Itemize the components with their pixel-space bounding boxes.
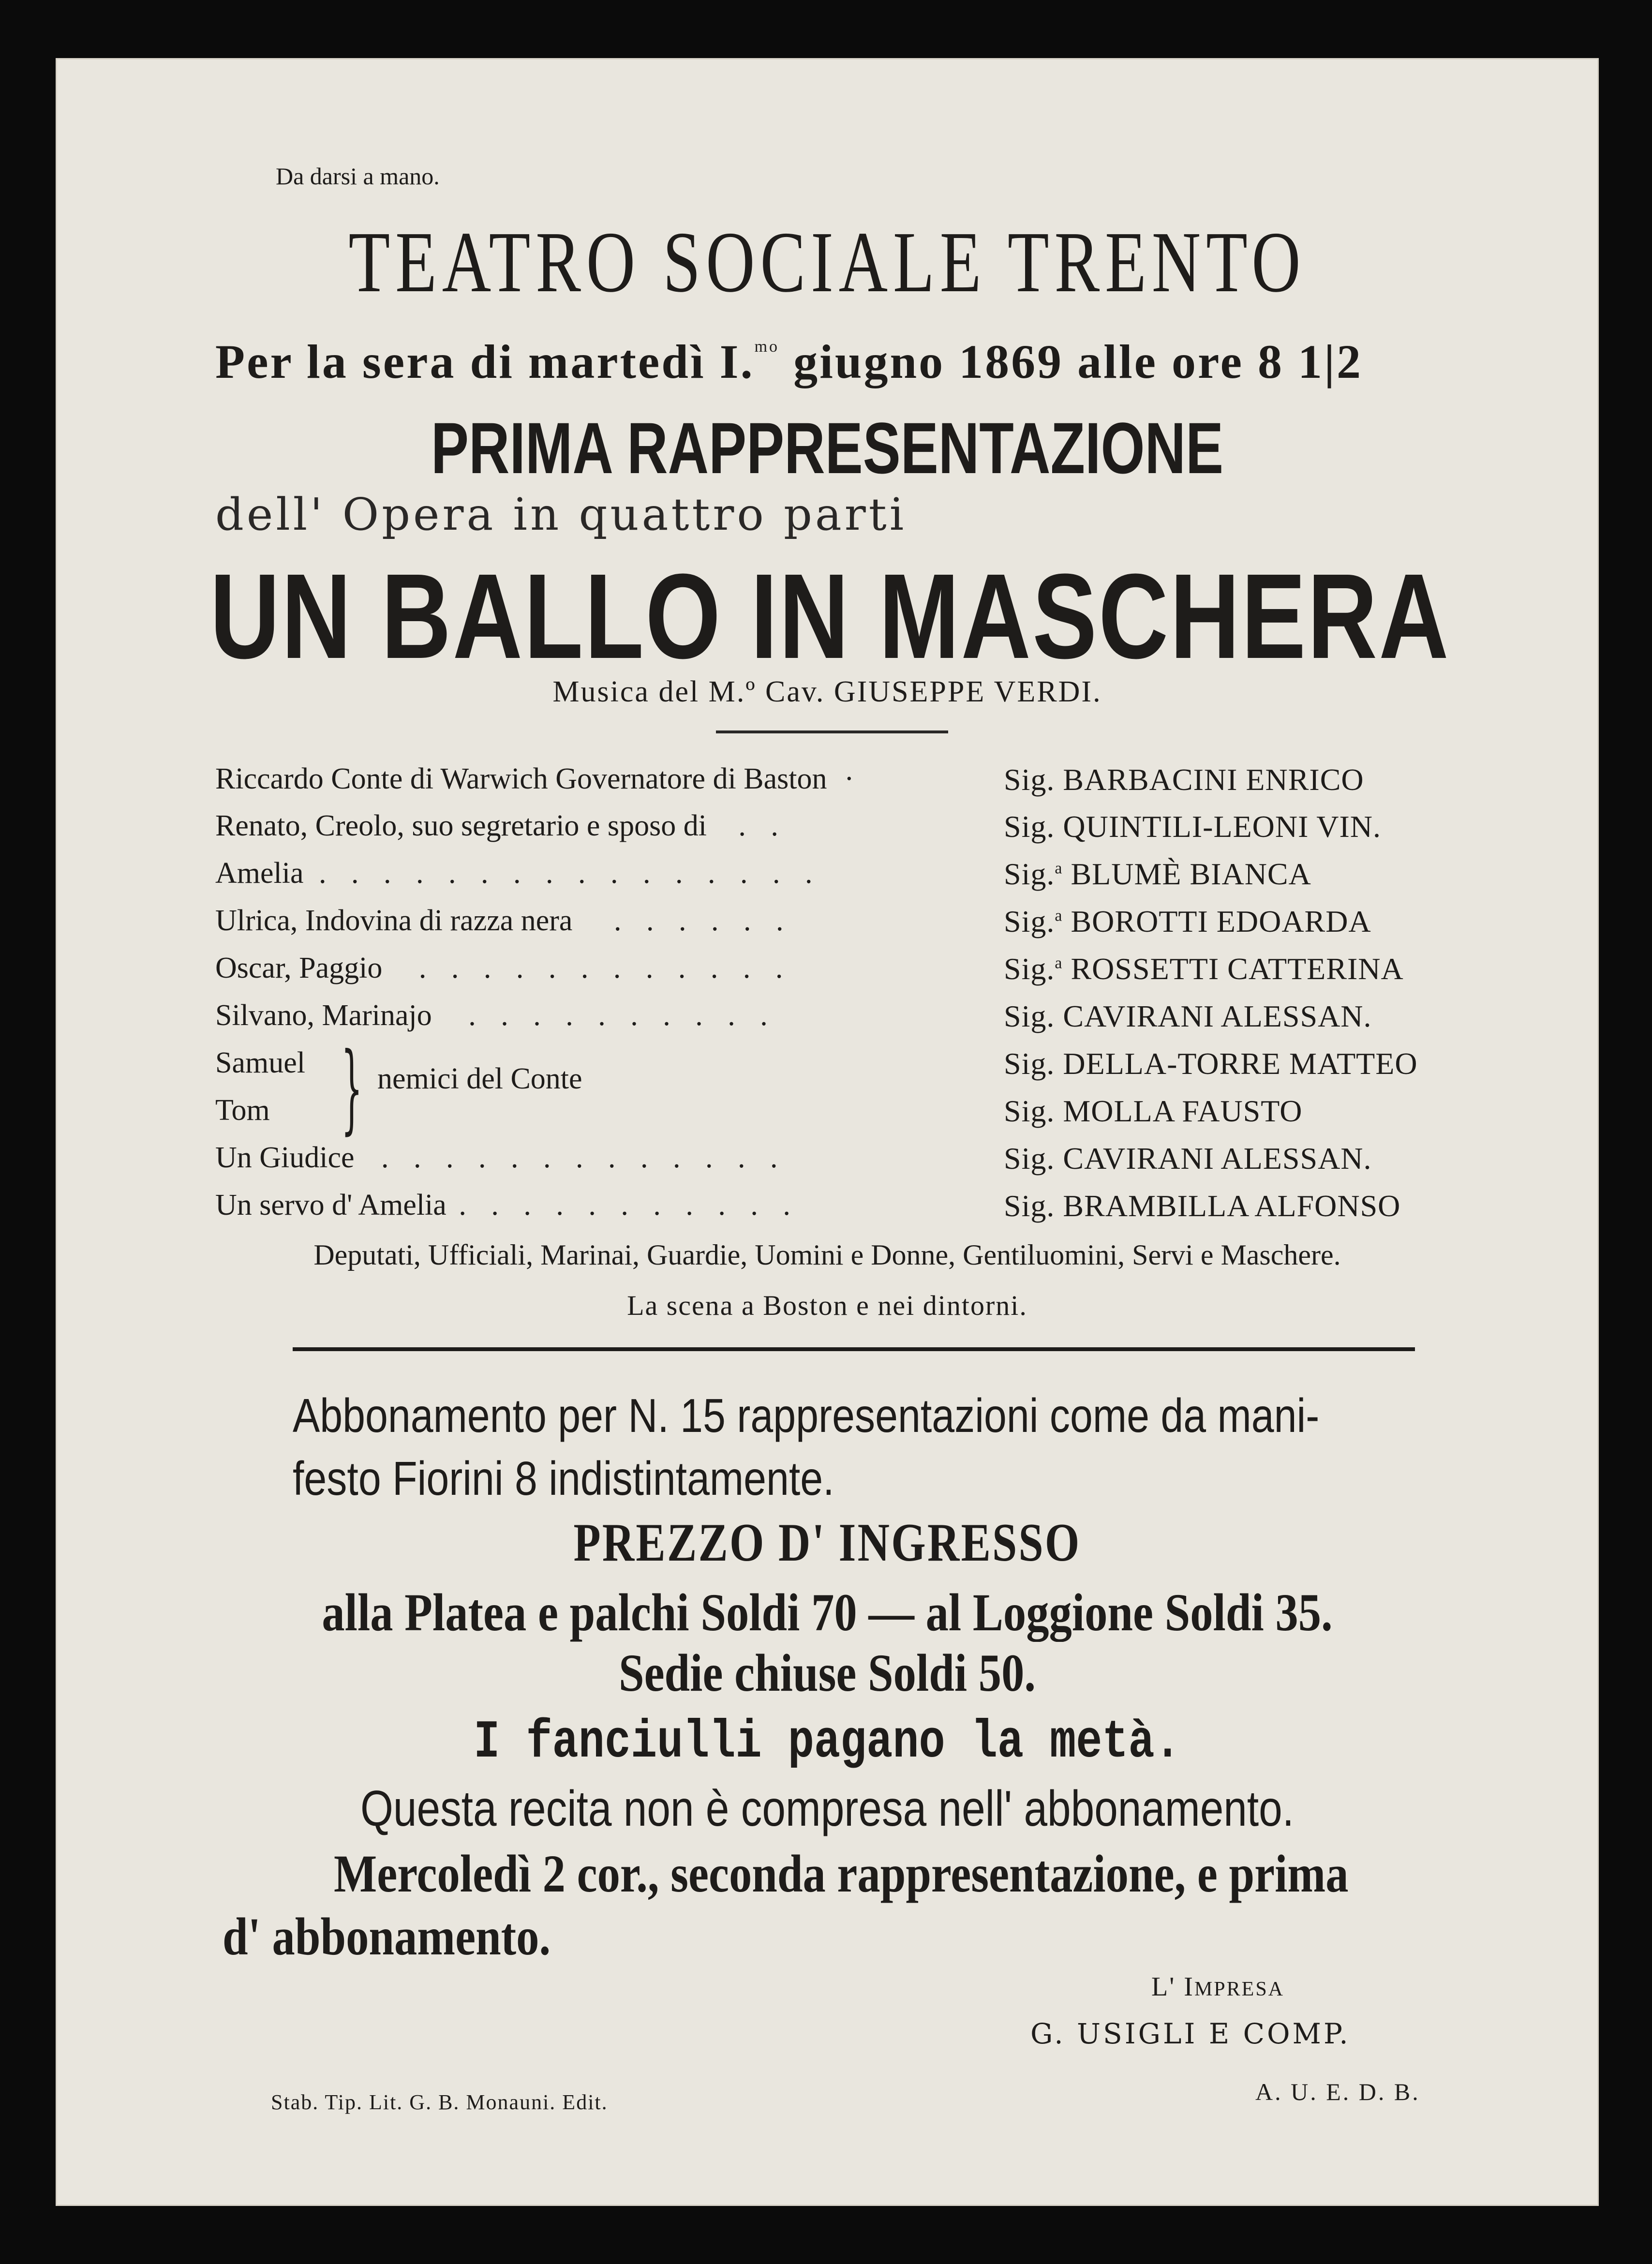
cast-role: Tom xyxy=(215,1094,270,1127)
subscription-note: Questa recita non è compresa nell' abbonamento. xyxy=(360,1781,1295,1837)
divider-short xyxy=(716,730,948,733)
role-name: Oscar, Paggio xyxy=(215,952,383,984)
cast-role xyxy=(215,762,863,796)
cast-role xyxy=(215,951,791,985)
opera-title: UN BALLO IN MASCHERA xyxy=(210,549,1450,684)
leader-dots: · xyxy=(844,762,863,795)
impresa-label xyxy=(1151,1971,1284,2002)
next-performance-line-1: Mercoledì 2 cor., seconda rappresentazione, e prima xyxy=(334,1844,1349,1903)
singer-title-sup: a xyxy=(1055,907,1063,925)
singer-title: Sig. xyxy=(1004,904,1055,938)
cast-role: Samuel xyxy=(215,1046,305,1079)
cast-role xyxy=(215,856,821,891)
role-name: Ulrica, Indovina di razza nera xyxy=(215,904,573,937)
cast-singer: Sig. CAVIRANI ALESSAN. xyxy=(1004,1141,1372,1176)
cast-singer xyxy=(1004,904,1371,939)
next-performance-line-2: d' abbonamento. xyxy=(223,1907,551,1966)
cast-singer xyxy=(1004,856,1311,892)
role-name: Amelia xyxy=(215,857,304,890)
cast-role xyxy=(215,998,776,1033)
initials: A. U. E. D. B. xyxy=(1255,2078,1420,2105)
cast-singer: Sig. CAVIRANI ALESSAN. xyxy=(1004,999,1372,1033)
performance-heading: PRIMA RAPPRESENTAZIONE xyxy=(431,407,1224,489)
role-name: Renato, Creolo, suo segretario e sposo di xyxy=(215,809,707,842)
singer-title: Sig. xyxy=(1004,857,1055,891)
singer-name: BLUMÈ BIANCA xyxy=(1071,857,1311,891)
theatre-name: TEATRO SOCIALE TRENTO xyxy=(348,214,1306,310)
date-line-pre: Per la sera di martedì I. xyxy=(215,335,755,388)
cast-group-label: nemici del Conte xyxy=(377,1062,582,1095)
cast-role xyxy=(215,809,787,843)
subscription-line-1: Abbonamento per N. 15 rappresentazioni come da mani- xyxy=(293,1389,1320,1442)
role-name: Un Giudice xyxy=(215,1141,355,1174)
leader-dots: . . . . . . . . . . xyxy=(468,999,776,1032)
singer-title-sup: a xyxy=(1055,954,1063,972)
subscription-line-2: festo Fiorini 8 indistintamente. xyxy=(293,1452,834,1505)
singer-title-sup: a xyxy=(1055,859,1063,878)
company-name: G. USIGLI E COMP. xyxy=(1030,2017,1351,2050)
cast-singer: Sig. BARBACINI ENRICO xyxy=(1004,762,1364,797)
role-name: Un servo d' Amelia xyxy=(215,1189,446,1221)
leader-dots: . . . . . . . . . . . . . xyxy=(381,1141,787,1174)
date-line-post: giugno 1869 alle ore 8 1|2 xyxy=(793,335,1363,388)
children-note: I fanciulli pagano la metà. xyxy=(474,1713,1181,1773)
setting-line: La scena a Boston e nei dintorni. xyxy=(627,1290,1027,1321)
impresa-initial: L' I xyxy=(1151,1972,1194,2002)
cast-singer: Sig. QUINTILI-LEONI VIN. xyxy=(1004,809,1381,844)
prices-line-1: alla Platea e palchi Soldi 70 — al Loggione Soldi 35. xyxy=(322,1583,1333,1642)
role-name: Silvano, Marinajo xyxy=(215,999,432,1032)
singer-name: ROSSETTI CATTERINA xyxy=(1071,952,1404,986)
leader-dots: . . xyxy=(738,809,787,842)
leader-dots: . . . . . . . . . . . . xyxy=(418,952,792,984)
extras-line: Deputati, Ufficiali, Marinai, Guardie, Uomini e Donne, Gentiluomini, Servi e Maschere. xyxy=(313,1239,1341,1271)
cast-singer: Sig. MOLLA FAUSTO xyxy=(1004,1094,1303,1128)
prices-line-2: Sedie chiuse Soldi 50. xyxy=(618,1643,1036,1702)
divider-long xyxy=(293,1347,1415,1351)
playbill-sheet xyxy=(56,58,1599,2206)
distribution-note: Da darsi a mano. xyxy=(276,163,440,190)
brace-symbol: } xyxy=(341,1032,363,1145)
date-line xyxy=(215,334,1363,389)
leader-dots: . . . . . . . . . . . . . . . . xyxy=(319,857,821,890)
date-line-sup: mo xyxy=(754,338,780,356)
cast-role xyxy=(215,1141,787,1175)
prices-heading: PREZZO D' INGRESSO xyxy=(573,1513,1081,1573)
leader-dots: . . . . . . . . . . . xyxy=(459,1189,799,1221)
role-name: Riccardo Conte di Warwich Governatore di Baston xyxy=(215,762,827,795)
impresa-rest: MPRESA xyxy=(1194,1978,1285,2000)
cast-role xyxy=(215,1188,799,1222)
cast-singer: Sig. BRAMBILLA ALFONSO xyxy=(1004,1189,1401,1223)
cast-singer xyxy=(1004,951,1404,987)
printer-credit: Stab. Tip. Lit. G. B. Monauni. Edit. xyxy=(271,2090,608,2114)
cast-singer: Sig. DELLA-TORRE MATTEO xyxy=(1004,1046,1418,1081)
singer-name: BOROTTI EDOARDA xyxy=(1071,904,1371,938)
opera-description: dell' Opera in quattro parti xyxy=(215,489,907,540)
leader-dots: . . . . . . xyxy=(613,904,792,937)
singer-title: Sig. xyxy=(1004,952,1055,986)
cast-role xyxy=(215,904,792,938)
composer-line: Musica del M.º Cav. GIUSEPPE VERDI. xyxy=(552,675,1102,708)
